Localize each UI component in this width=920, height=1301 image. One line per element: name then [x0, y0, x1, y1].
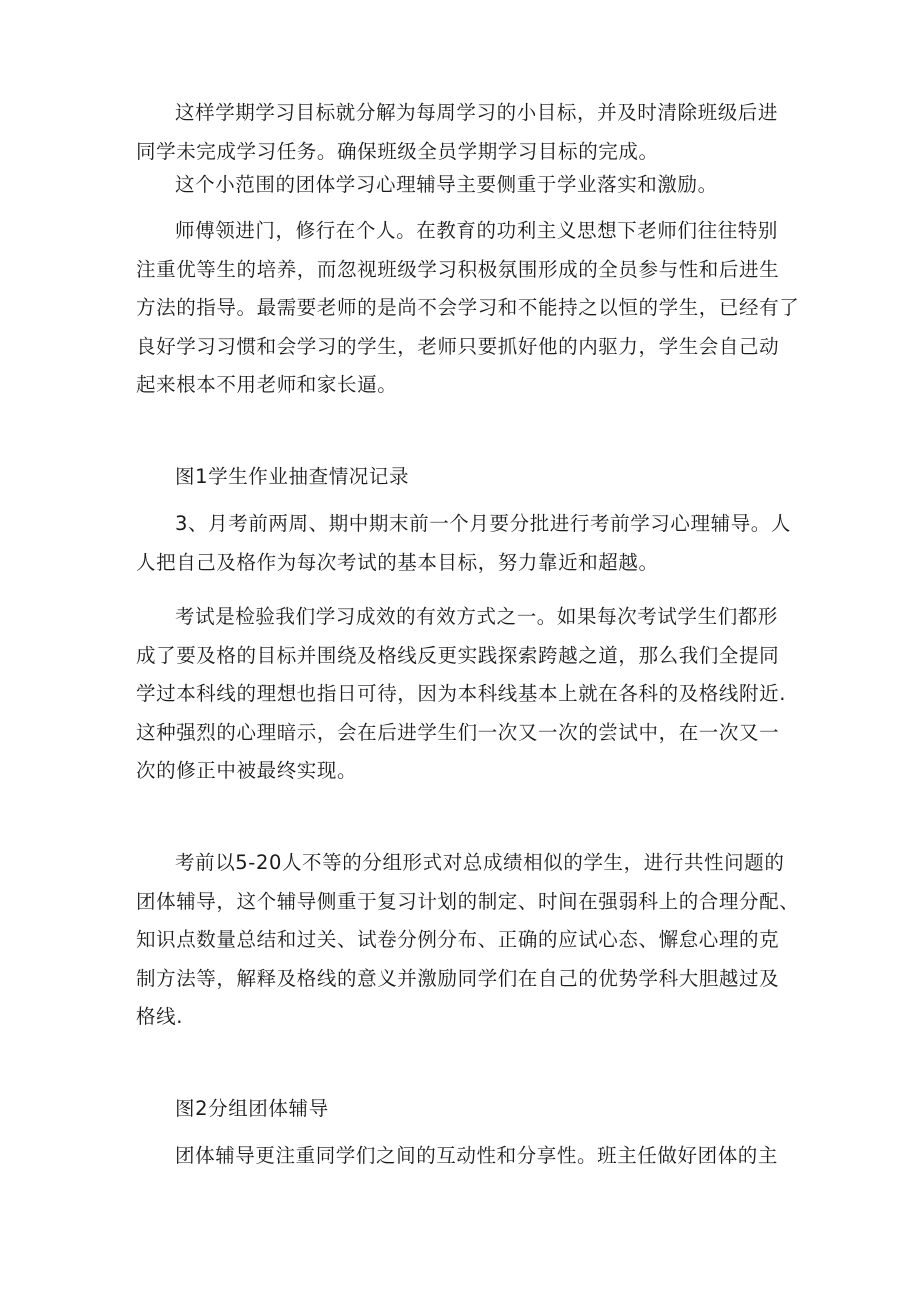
text-line: 知识点数量总结和过关、试卷分例分布、正确的应试心态、懈怠心理的克: [136, 928, 780, 952]
text-line: 这种强烈的心理暗示，会在后进学生们一次又一次的尝试中，在一次又一: [136, 720, 780, 744]
text-line: 图1学生作业抽查情况记录: [175, 465, 410, 488]
text-line: 格线.: [136, 1005, 183, 1029]
text-line: 师傅领进门，修行在个人。在教育的功利主义思想下老师们往往特别: [175, 219, 779, 242]
text-line: 团体辅导，这个辅导侧重于复习计划的制定、时间在强弱科上的合理分配、: [136, 889, 800, 913]
text-line: 人把自己及格作为每次考试的基本目标，努力靠近和超越。: [136, 550, 659, 574]
text-line: 成了要及格的目标并围绕及格线反更实践探索跨越之道，那么我们全提同: [136, 643, 780, 667]
text-line: 起来根本不用老师和家长逼。: [136, 373, 398, 397]
text-line: 考试是检验我们学习成效的有效方式之一。如果每次考试学生们都形: [175, 605, 779, 628]
text-line: 同学未完成学习任务。确保班级全员学期学习目标的完成。: [136, 139, 659, 163]
text-line: 这样学期学习目标就分解为每周学习的小目标，并及时清除班级后进: [175, 101, 779, 124]
paragraph-exam-tutoring: [136, 505, 796, 582]
paragraph-group-tutoring: [136, 844, 800, 1037]
paragraph-goal-breakdown: [136, 94, 796, 171]
text-line: 良好学习习惯和会学习的学生，老师只要抓好他的内驱力，学生会自己动: [136, 334, 780, 358]
text-line: 学过本科线的理想也指日可待，因为本科线基本上就在各科的及格线附近.: [136, 682, 786, 706]
text-line: 次的修正中被最终实现。: [136, 759, 358, 783]
paragraph-exam-effectiveness: [136, 598, 796, 791]
figure-caption-1: [136, 458, 796, 497]
figure-caption-2: [136, 1090, 796, 1129]
paragraph-master-leads: [136, 212, 800, 405]
paragraph-group-interaction: [136, 1137, 796, 1176]
text-line: 3、月考前两周、期中期末前一个月要分批进行考前学习心理辅导。人: [175, 512, 792, 535]
text-line: 方法的指导。最需要老师的是尚不会学习和不能持之以恒的学生，已经有了: [136, 296, 800, 320]
text-line: 这个小范围的团体学习心理辅导主要侧重于学业落实和激励。: [175, 173, 718, 196]
text-line: 图2分组团体辅导: [175, 1097, 329, 1120]
text-line: 注重优等生的培养，而忽视班级学习积极氛围形成的全员参与性和后进生: [136, 257, 780, 281]
text-line: 考前以5-20人不等的分组形式对总成绩相似的学生，进行共性问题的: [175, 851, 785, 874]
paragraph-small-group-focus: [136, 166, 796, 205]
text-line: 团体辅导更注重同学们之间的互动性和分享性。班主任做好团体的主: [175, 1144, 779, 1167]
text-line: 制方法等，解释及格线的意义并激励同学们在自己的优势学科大胆越过及: [136, 966, 780, 990]
